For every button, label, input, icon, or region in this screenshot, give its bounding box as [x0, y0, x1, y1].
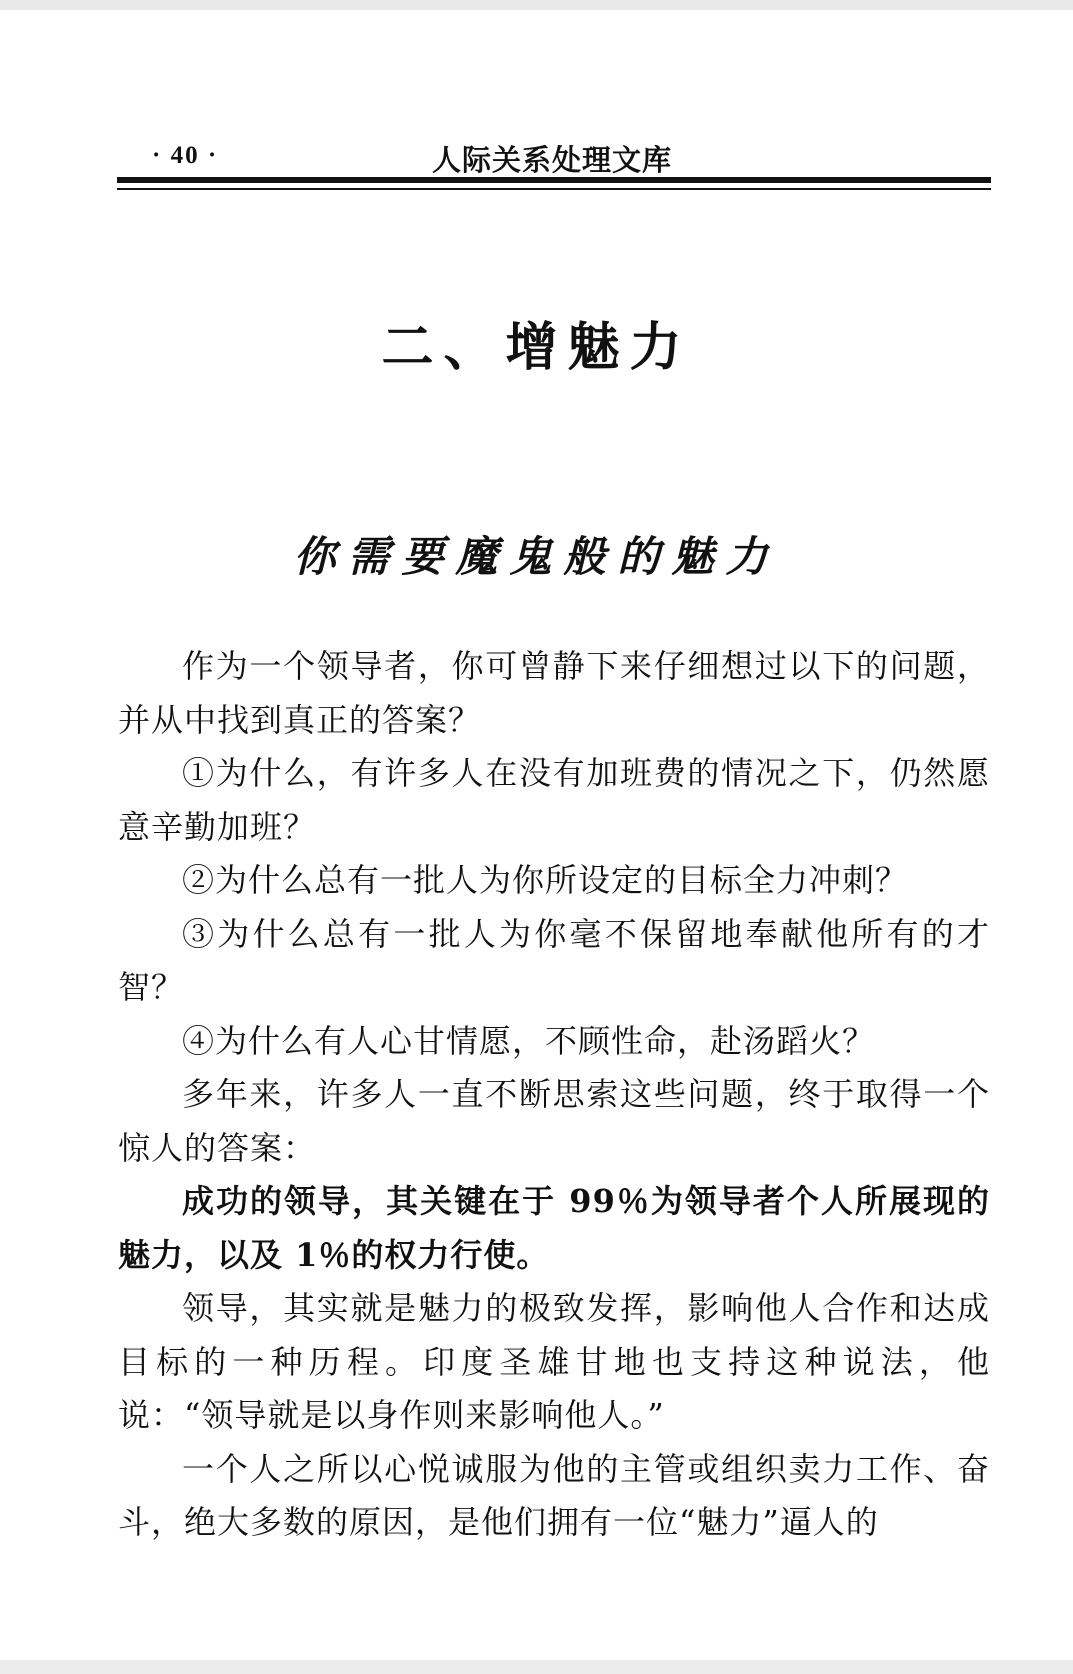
header-rule-thin	[117, 188, 991, 190]
paragraph: ③为什么总有一批人为你毫不保留地奉献他所有的才智？	[118, 914, 990, 1006]
running-header	[118, 134, 990, 177]
section-heading: 你需要魔鬼般的魅力	[293, 532, 780, 581]
bold-key-paragraph: 成功的领导，其关键在于 99％为领导者个人所展现的魅力，以及 1％的权力行使。	[118, 1182, 990, 1274]
paragraph: ①为什么，有许多人在没有加班费的情况之下，仍然愿意辛勤加班？	[118, 754, 990, 846]
paragraph: 作为一个领导者，你可曾静下来仔细想过以下的问题，并从中找到真正的答案？	[118, 647, 990, 739]
page-number: · 40 ·	[152, 142, 219, 169]
paragraph: ②为什么总有一批人为你所设定的目标全力冲刺？	[182, 861, 909, 899]
paragraph: ④为什么有人心甘情愿，不顾性命，赴汤蹈火？	[182, 1021, 876, 1060]
scan-top-edge	[0, 0, 1073, 10]
paragraph: 多年来，许多人一直不断思索这些问题，终于取得一个惊人的答案：	[118, 1075, 990, 1167]
paragraph: 领导，其实就是魅力的极致发挥，影响他人合作和达成目标的一种历程。印度圣雄甘地也支持这种说法，他说：“领导就是以身作则来影响他人。”	[118, 1289, 990, 1434]
paragraph: 一个人之所以心悦诚服为他的主管或组织卖力工作、奋斗，绝大多数的原因，是他们拥有一位“魅力”逼人的	[118, 1449, 990, 1541]
header-rule-thick	[117, 177, 991, 183]
scan-bottom-edge	[0, 1660, 1073, 1674]
body-text	[118, 640, 990, 1550]
book-series-title: 人际关系处理文库	[432, 143, 673, 177]
chapter-heading: 二、增魅力	[381, 317, 692, 378]
